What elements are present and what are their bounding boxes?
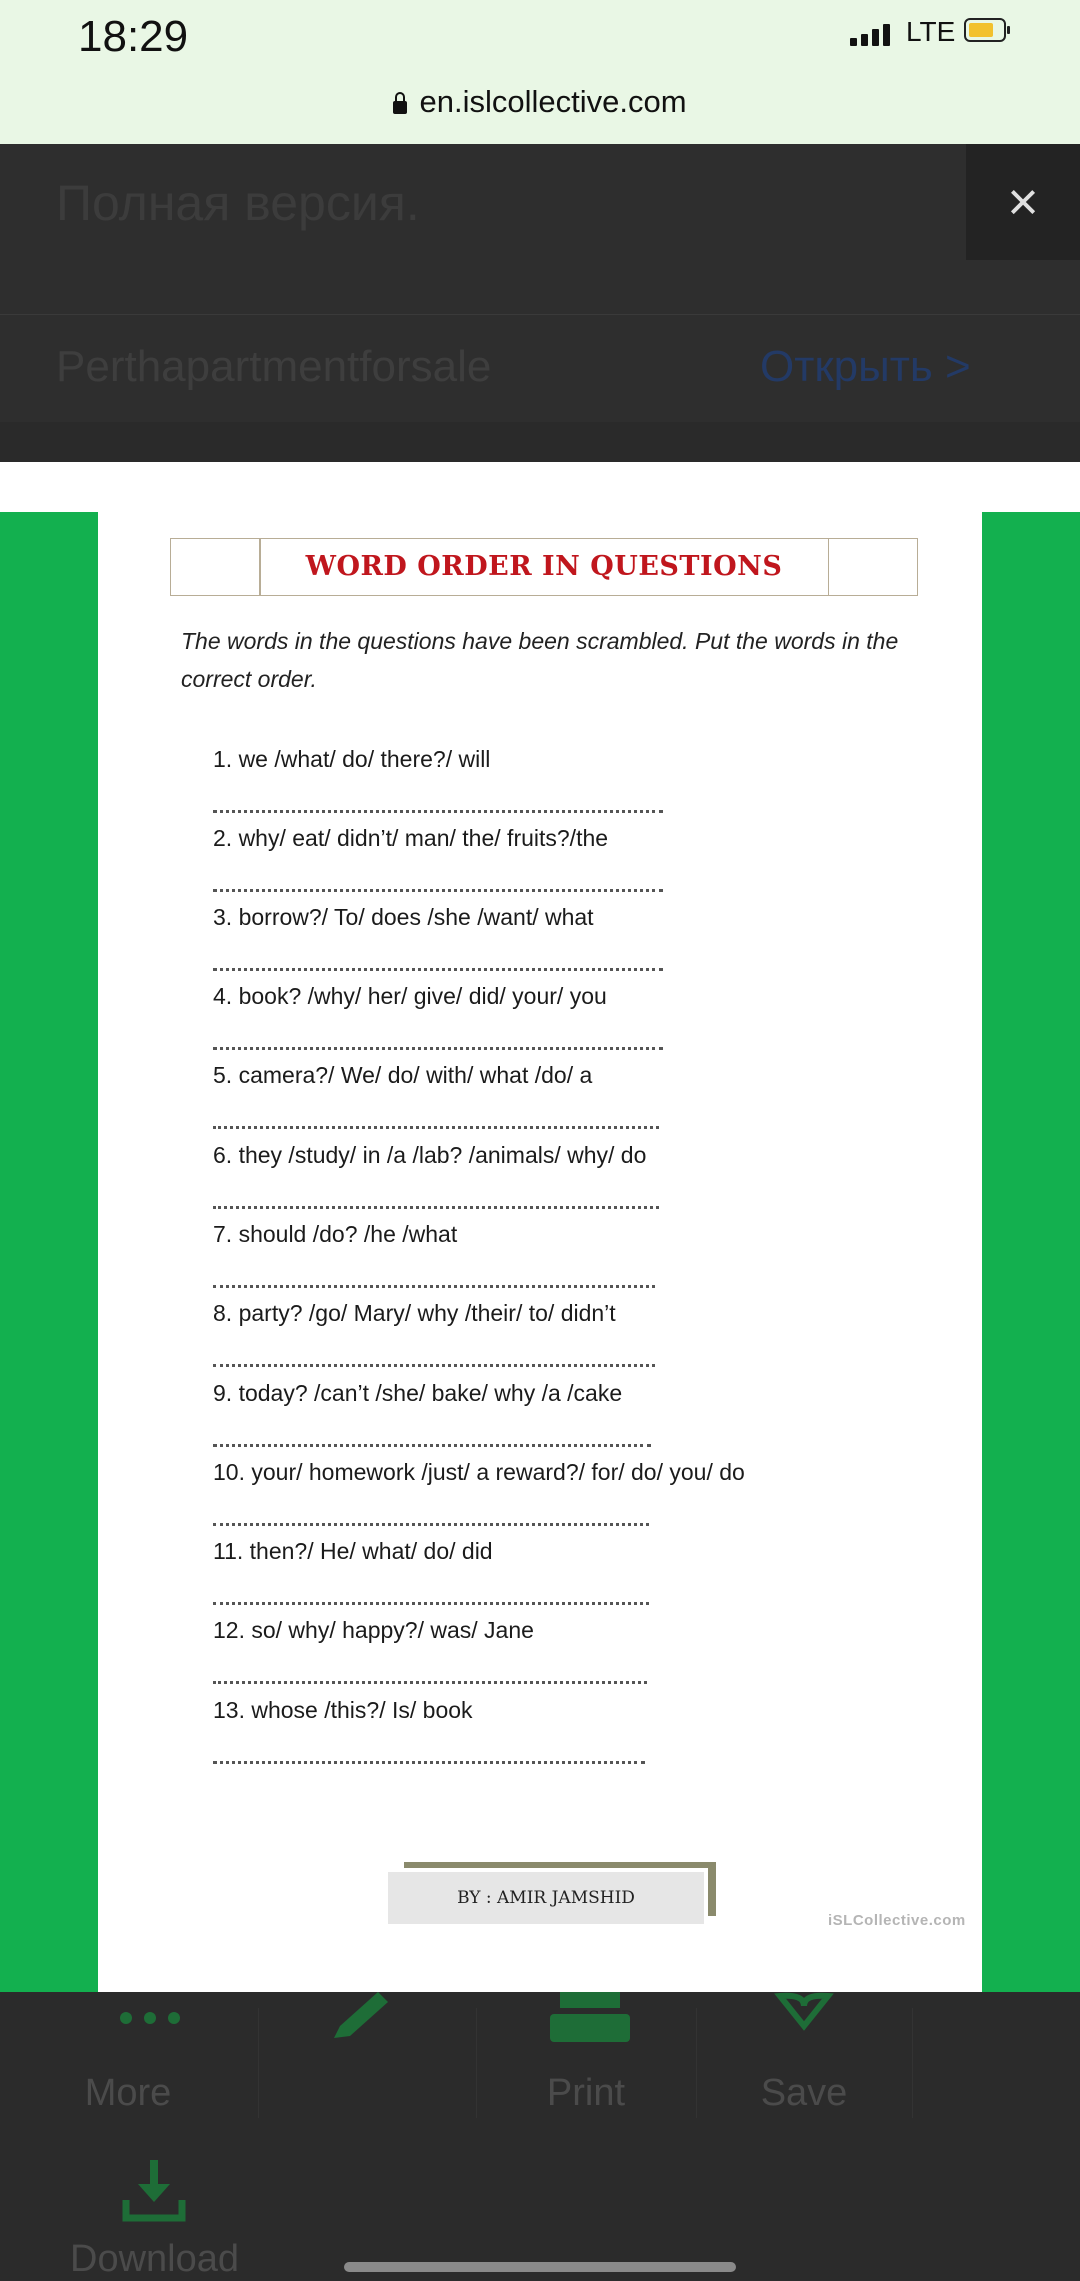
question-item: 1. we /what/ do/ there?/ will <box>213 746 491 772</box>
answer-line <box>213 968 663 971</box>
question-item: 13. whose /this?/ Is/ book <box>213 1697 473 1723</box>
print-button[interactable] <box>506 1992 666 2132</box>
divider <box>696 2008 697 2118</box>
open-button[interactable]: Открыть > <box>760 342 971 391</box>
answer-line <box>213 1126 659 1129</box>
network-type: LTE <box>906 16 956 47</box>
worksheet-title: WORD ORDER IN QUESTIONS <box>305 551 783 582</box>
question-item: 2. why/ eat/ didn’t/ man/ the/ fruits?/the <box>213 825 609 851</box>
url-text: en.islcollective.com <box>419 84 687 119</box>
full-version-banner <box>0 144 1080 462</box>
save-button[interactable] <box>724 1992 884 2132</box>
divider <box>258 2008 259 2118</box>
question-item: 11. then?/ He/ what/ do/ did <box>213 1538 493 1564</box>
answer-line <box>213 810 663 813</box>
answer-line <box>213 1523 649 1526</box>
banner-footer <box>0 422 1080 462</box>
title-box <box>170 538 918 596</box>
divider <box>476 2008 477 2118</box>
answer-line <box>213 1285 655 1288</box>
watermark: iSLCollective.com <box>828 1912 966 1929</box>
action-bar <box>0 1992 1080 2280</box>
question-item: 9. today? /can’t /she/ bake/ why /a /cake <box>213 1380 623 1406</box>
banner-title: Полная версия. <box>56 175 420 231</box>
print-label: Print <box>546 2072 626 2114</box>
pencil-icon <box>326 1988 406 2048</box>
browser-status-area <box>0 0 1080 144</box>
ad-name[interactable]: Perthapartmentforsale <box>56 342 492 391</box>
title-box-divider <box>828 539 830 595</box>
download-label[interactable]: Download <box>70 2238 239 2280</box>
battery-icon <box>964 18 1006 42</box>
question-item: 7. should /do? /he /what <box>213 1221 458 1247</box>
home-indicator <box>344 2262 736 2272</box>
answer-line <box>213 1681 647 1684</box>
answer-line <box>213 1602 649 1605</box>
signal-icon <box>850 22 890 46</box>
url-bar[interactable] <box>0 84 1080 120</box>
heart-icon <box>774 1992 834 2032</box>
question-item: 10. your/ homework /just/ a reward?/ for/ do/ you/ do <box>213 1459 745 1485</box>
close-icon[interactable]: × <box>966 144 1080 260</box>
worksheet-preview[interactable] <box>98 462 982 1992</box>
answer-line <box>213 1444 651 1447</box>
status-time: 18:29 <box>78 12 189 61</box>
save-label: Save <box>760 2072 848 2114</box>
download-icon[interactable] <box>122 2160 186 2224</box>
answer-line <box>213 1364 655 1367</box>
printer-icon <box>550 1992 630 2042</box>
more-icon <box>120 2012 180 2024</box>
divider <box>912 2008 913 2118</box>
more-button[interactable] <box>70 1992 230 2132</box>
question-item: 12. so/ why/ happy?/ was/ Jane <box>213 1617 534 1643</box>
instructions: The words in the questions have been scrambled. Put the words in the correct order. <box>181 628 899 692</box>
question-item: 4. book? /why/ her/ give/ did/ your/ you <box>213 983 607 1009</box>
question-item: 5. camera?/ We/ do/ with/ what /do/ a <box>213 1062 593 1088</box>
lock-icon <box>393 101 407 114</box>
more-label: More <box>84 2072 172 2114</box>
banner-divider <box>0 314 1080 315</box>
edit-button[interactable] <box>300 1992 460 2132</box>
answer-line <box>213 1761 645 1764</box>
answer-line <box>213 1206 659 1209</box>
question-item: 3. borrow?/ To/ does /she /want/ what <box>213 904 594 930</box>
question-item: 6. they /study/ in /a /lab? /animals/ why/ do <box>213 1142 647 1168</box>
question-item: 8. party? /go/ Mary/ why /their/ to/ didn’t <box>213 1300 616 1326</box>
answer-line <box>213 1047 663 1050</box>
author-label: BY : AMIR JAMSHID <box>388 1872 704 1924</box>
answer-line <box>213 889 663 892</box>
